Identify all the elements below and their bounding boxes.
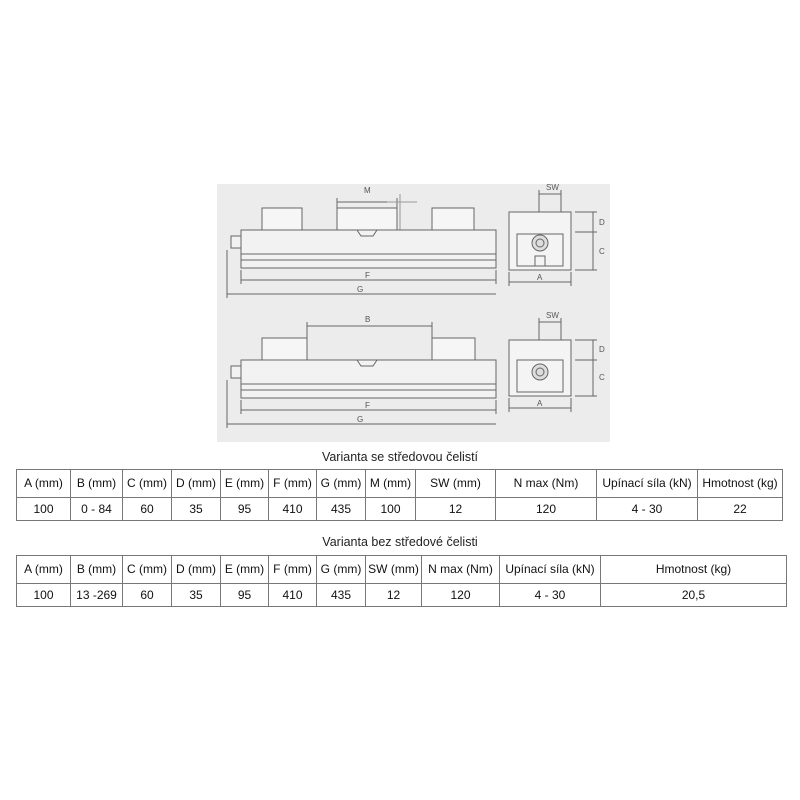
table1-cell: 35 bbox=[172, 498, 221, 521]
label-SW-bottom: SW bbox=[546, 311, 559, 320]
spec-table-with-center-jaw bbox=[16, 469, 783, 521]
table1-header-cell: B (mm) bbox=[71, 470, 123, 498]
label-C-bottom: C bbox=[599, 373, 605, 382]
table1-cell: 60 bbox=[123, 498, 172, 521]
table1-cell: 410 bbox=[269, 498, 317, 521]
label-F-top: F bbox=[365, 271, 370, 280]
table1-cell: 12 bbox=[416, 498, 496, 521]
label-A-top: A bbox=[537, 273, 543, 282]
table1-cell: 435 bbox=[317, 498, 366, 521]
label-D-bottom: D bbox=[599, 345, 605, 354]
vise-technical-drawing bbox=[217, 184, 610, 442]
table1-header-cell: Upínací síla (kN) bbox=[597, 470, 698, 498]
label-F-bottom: F bbox=[365, 401, 370, 410]
table2-header-cell: E (mm) bbox=[221, 556, 269, 584]
table1-header-cell: N max (Nm) bbox=[496, 470, 597, 498]
table2-cell: 13 -269 bbox=[71, 584, 123, 607]
table2-cell: 12 bbox=[366, 584, 422, 607]
table1-header-cell: C (mm) bbox=[123, 470, 172, 498]
table2-header-cell: B (mm) bbox=[71, 556, 123, 584]
table1-header-cell: SW (mm) bbox=[416, 470, 496, 498]
table2-header-cell: SW (mm) bbox=[366, 556, 422, 584]
table2-cell: 120 bbox=[422, 584, 500, 607]
table1-cell: 22 bbox=[698, 498, 783, 521]
label-G-bottom: G bbox=[357, 415, 364, 424]
label-G-top: G bbox=[357, 285, 364, 294]
table1-header-cell: M (mm) bbox=[366, 470, 416, 498]
table1-header-cell: G (mm) bbox=[317, 470, 366, 498]
table2-cell: 35 bbox=[172, 584, 221, 607]
label-D-top: D bbox=[599, 218, 605, 227]
label-B: B bbox=[365, 315, 371, 324]
table1-header-cell: A (mm) bbox=[17, 470, 71, 498]
table2-header-cell: A (mm) bbox=[17, 556, 71, 584]
table2-header-cell: F (mm) bbox=[269, 556, 317, 584]
table1-header-cell: F (mm) bbox=[269, 470, 317, 498]
table2-cell: 4 - 30 bbox=[500, 584, 601, 607]
table1-cell: 120 bbox=[496, 498, 597, 521]
label-C-top: C bbox=[599, 247, 605, 256]
table2-header-cell: C (mm) bbox=[123, 556, 172, 584]
table2-header-cell: Hmotnost (kg) bbox=[601, 556, 787, 584]
table1-header-row bbox=[17, 470, 783, 498]
table1-header-cell: D (mm) bbox=[172, 470, 221, 498]
table2-header-cell: N max (Nm) bbox=[422, 556, 500, 584]
table2-cell: 60 bbox=[123, 584, 172, 607]
table2-cell: 100 bbox=[17, 584, 71, 607]
label-SW-top: SW bbox=[546, 184, 559, 192]
vise-drawing-svg bbox=[217, 184, 610, 442]
label-M: M bbox=[364, 186, 371, 195]
table1-cell: 100 bbox=[366, 498, 416, 521]
table1-cell: 95 bbox=[221, 498, 269, 521]
table1-data-row bbox=[17, 498, 783, 521]
table2-data-row bbox=[17, 584, 787, 607]
table2-header-cell: D (mm) bbox=[172, 556, 221, 584]
table1-cell: 4 - 30 bbox=[597, 498, 698, 521]
table2-cell: 20,5 bbox=[601, 584, 787, 607]
spec-table-without-center-jaw bbox=[16, 555, 787, 607]
table1-cell: 100 bbox=[17, 498, 71, 521]
table2-cell: 410 bbox=[269, 584, 317, 607]
table2-header-row bbox=[17, 556, 787, 584]
table2-caption: Varianta bez středové čelisti bbox=[322, 535, 478, 549]
table2-header-cell: G (mm) bbox=[317, 556, 366, 584]
table1-header-cell: Hmotnost (kg) bbox=[698, 470, 783, 498]
table1-header-cell: E (mm) bbox=[221, 470, 269, 498]
table1-cell: 0 - 84 bbox=[71, 498, 123, 521]
label-A-bottom: A bbox=[537, 399, 543, 408]
table2-cell: 95 bbox=[221, 584, 269, 607]
table1-caption: Varianta se středovou čelistí bbox=[321, 450, 479, 464]
table2-header-cell: Upínací síla (kN) bbox=[500, 556, 601, 584]
table2-cell: 435 bbox=[317, 584, 366, 607]
